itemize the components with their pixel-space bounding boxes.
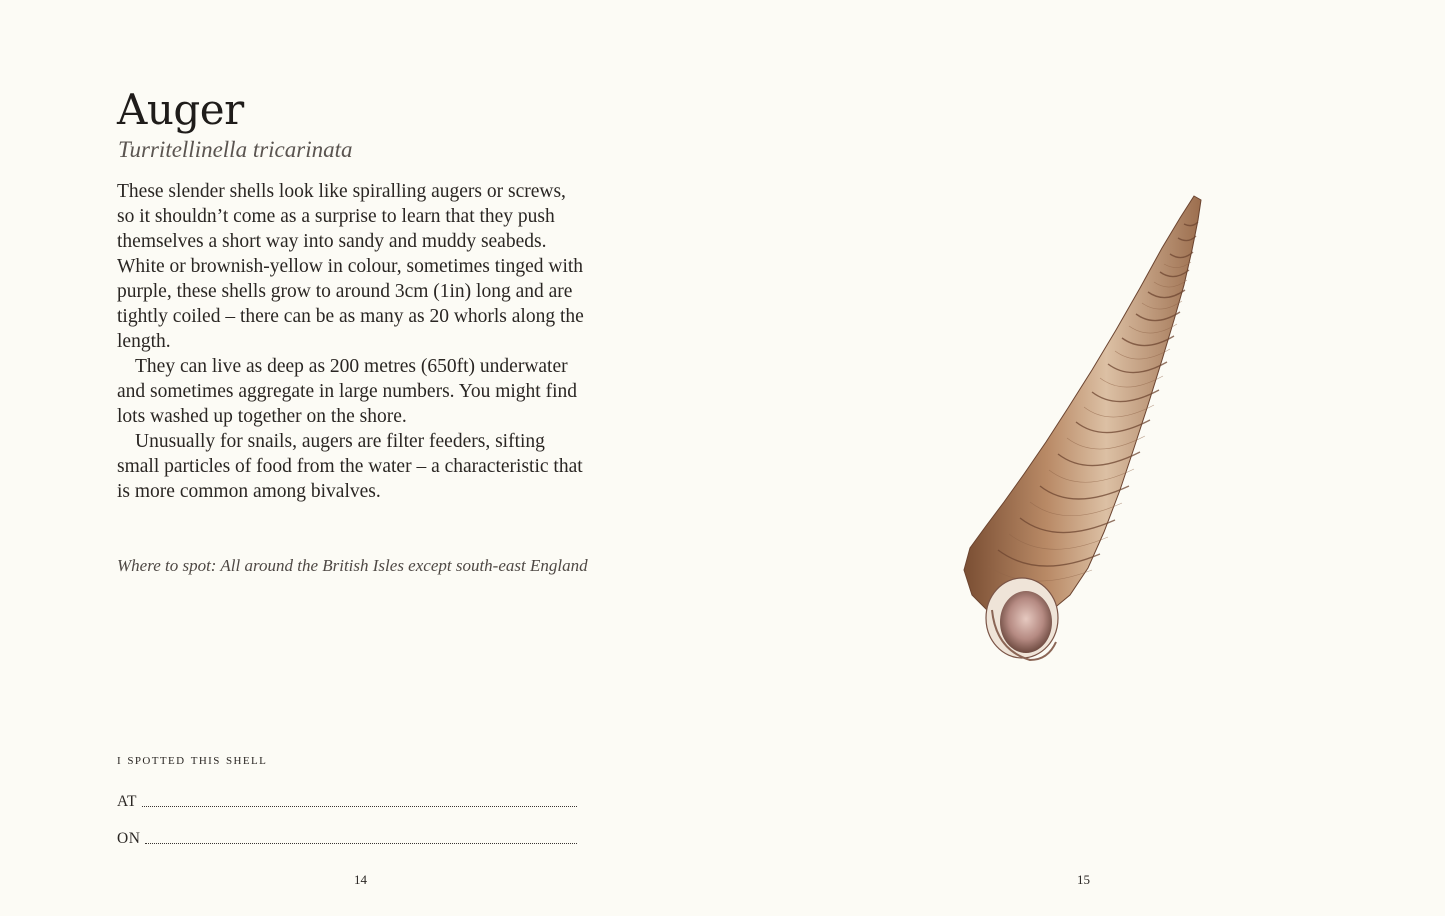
description bbox=[117, 179, 587, 504]
right-page bbox=[722, 0, 1445, 916]
auger-shell-illustration bbox=[952, 190, 1212, 680]
at-input-line[interactable] bbox=[142, 806, 577, 807]
on-input-line[interactable] bbox=[145, 843, 577, 844]
where-to-spot: Where to spot: All around the British Isles except south-east England bbox=[117, 556, 588, 575]
description-paragraph: Unusually for snails, augers are filter feeders, sifting small particles of food from the water – a characteristic that is more common among bivalves. bbox=[117, 431, 583, 502]
description-paragraph: These slender shells look like spiralling augers or screws, so it shouldn’t come as a surprise to learn that they push themselves a short way into sandy and muddy seabeds. White or brownish-yellow in colour, sometimes tinged with purple, these shells grow to around 3cm (1in) long and are tightly coiled – there can be as many as 20 whorls along the length. bbox=[117, 181, 584, 352]
page-number-right: 15 bbox=[1077, 872, 1090, 887]
spotted-on-field bbox=[117, 825, 577, 847]
spotted-at-field bbox=[117, 788, 577, 810]
description-paragraph: They can live as deep as 200 metres (650ft) underwater and sometimes aggregate in large numbers. You might find lots washed up together on the shore. bbox=[117, 356, 577, 427]
spotted-heading: i spotted this shell bbox=[117, 751, 268, 768]
species-title: Auger bbox=[117, 85, 244, 134]
left-page bbox=[0, 0, 722, 916]
at-label: AT bbox=[117, 793, 137, 810]
on-label: ON bbox=[117, 830, 141, 847]
page-number-left: 14 bbox=[354, 872, 367, 887]
latin-name: Turritellinella tricarinata bbox=[118, 137, 353, 162]
